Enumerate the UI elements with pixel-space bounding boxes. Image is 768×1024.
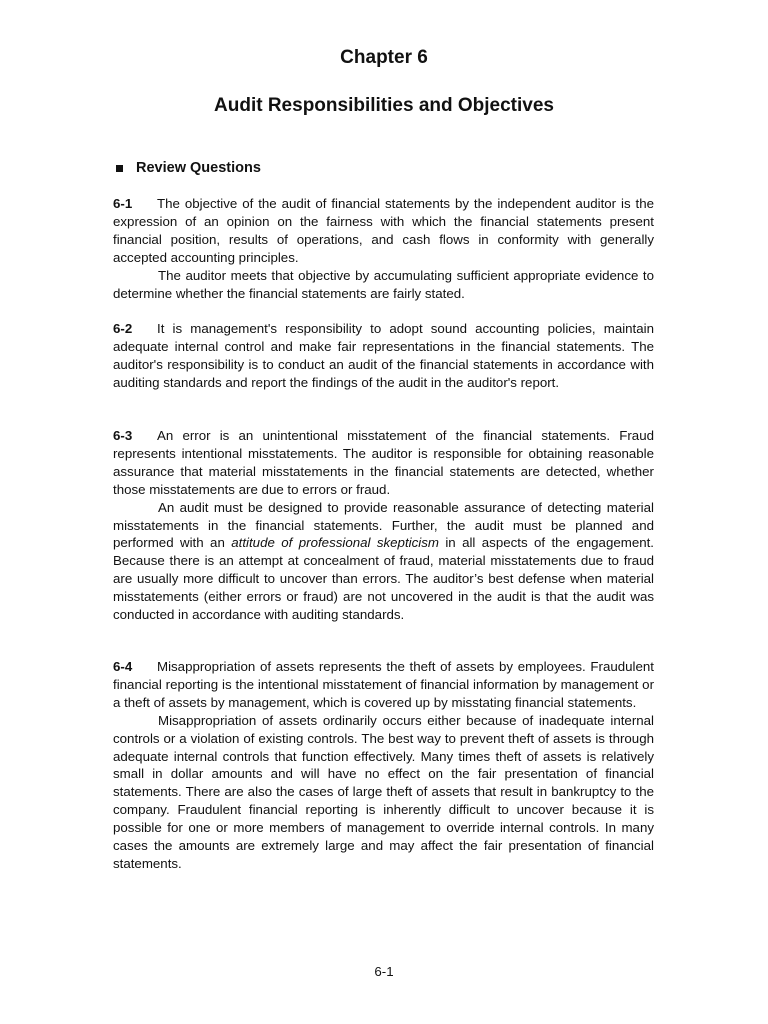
question-text: The objective of the audit of financial statements by the independent auditor is the expression of an opinion on the fairness with which the financial statements present financial position, results of operations, and cash flows in conformity with generally accepted accounting principles. [113,196,654,265]
question-number: 6-2 [113,321,133,336]
section-heading [116,158,261,178]
question-paragraph [113,427,654,499]
question-6-4 [113,658,654,873]
question-number: 6-4 [113,659,133,674]
question-number: 6-3 [113,428,133,443]
question-6-3 [113,427,654,624]
question-paragraph [113,195,654,267]
question-paragraph [113,658,654,712]
question-paragraph [113,499,654,624]
question-text: An audit must be designed to provide reasonable assurance of detecting material misstatements in the financial statements. Further, the audit must be planned and performed with an [113,499,654,551]
question-text: It is management's responsibility to adopt sound accounting policies, maintain adequate internal control and make fair representations in the financial statements. The auditor's responsibility is to conduct an audit of the financial statements in accordance with auditing standards and report the findings of the audit in the auditor's report. [113,321,654,390]
question-paragraph: The auditor meets that objective by accumulating sufficient appropriate evidence to determine whether the financial statements are fairly stated. [113,267,654,301]
question-6-1 [113,195,654,302]
chapter-heading: Chapter 6 [340,47,428,68]
page-number: 6-1 [374,964,394,979]
square-bullet-icon [116,165,123,172]
question-6-2 [113,320,654,392]
question-text: in all aspects of the engagement. Because there is an attempt at concealment of fraud, material misstatements due to fraud are usually more difficult to uncover than errors. The auditor’s best defense when material misstatements (either errors or fraud) are not uncovered in the audit is that the audit was conducted in accordance with auditing standards. [113,535,654,623]
question-paragraph [113,320,654,392]
section-heading-label: Review Questions [136,160,261,176]
page-title: Audit Responsibilities and Objectives [214,95,554,116]
question-text: An error is an unintentional misstatement of the financial statements. Fraud represents intentional misstatements. The auditor is responsible for obtaining reasonable assurance that material misstatements in the financial statements are detected, whether those misstatements are due to errors or fraud. [113,428,654,497]
question-text: Misappropriation of assets represents the theft of assets by employees. Fraudulent financial reporting is the intentional misstatement of financial information by management or a theft of assets by management, which is covered up by misstating financial statements. [113,659,654,710]
question-number: 6-1 [113,196,133,211]
question-paragraph: Misappropriation of assets ordinarily occurs either because of inadequate internal controls or a violation of existing controls. The best way to prevent theft of assets is through adequate internal controls that function effectively. Many times theft of assets is relatively small in dollar amounts and will have no effect on the fair presentation of financial statements. There are also the cases of large theft of assets that result in bankruptcy to the company. Fraudulent financial reporting is inherently difficult to uncover because it is possible for one or more members of management to override internal controls. In many cases the amounts are extremely large and may affect the fair presentation of financial statements. [113,712,654,871]
emphasis-text: attitude of professional skepticism [231,535,439,551]
